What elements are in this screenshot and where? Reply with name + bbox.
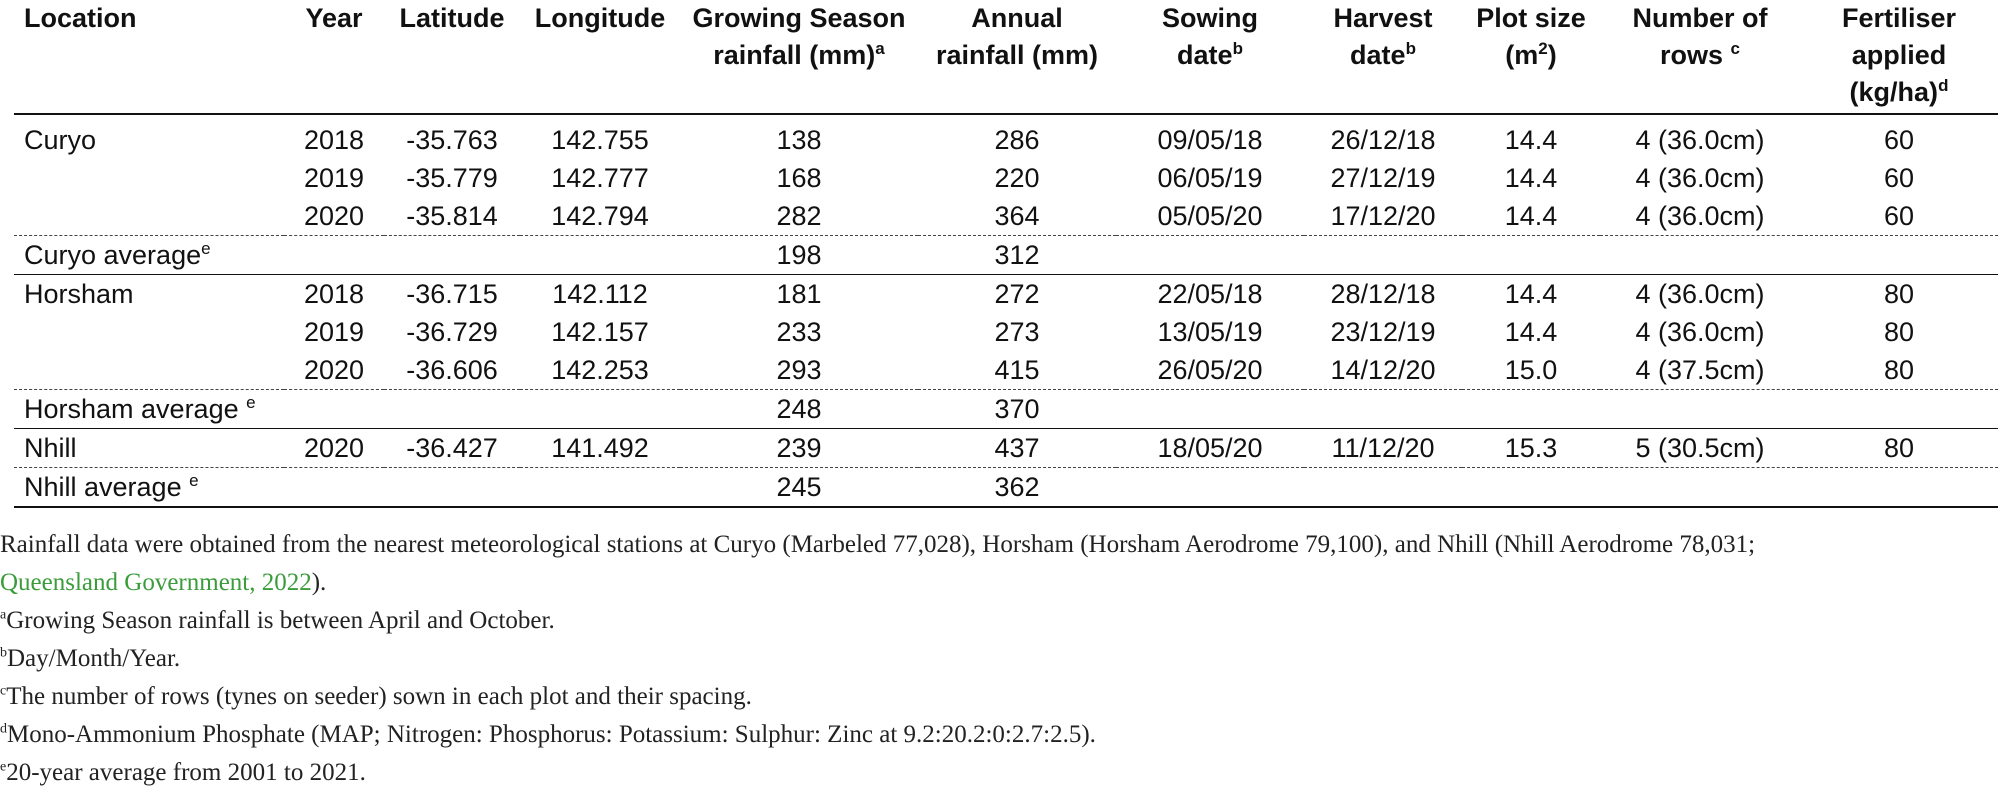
cell-lon: 142.253 [551,355,649,385]
cell-plot: 15.0 [1504,355,1558,385]
table-notes [0,526,1990,792]
cell-lat: -35.779 [406,163,498,193]
cell-harv [1304,468,1462,508]
cell-lon: 142.794 [551,201,649,231]
cell-harv: 26/12/18 [1330,125,1436,155]
cell-sow: 06/05/19 [1157,163,1263,193]
cell-nrows: 4 (36.0cm) [1635,163,1765,193]
cell-gsr: 245 [680,468,918,508]
cell-location [14,313,284,351]
cell-lon: 142.157 [551,317,649,347]
cell-plot: 14.4 [1504,279,1558,309]
citation-link[interactable]: Queensland Government, 2022 [0,569,312,596]
cell-plot: 14.4 [1504,201,1558,231]
cell-harv: 27/12/19 [1330,163,1436,193]
site-details-table [14,0,1998,508]
cell-plot [1462,390,1600,429]
cell-gsr: 248 [680,390,918,429]
header-longitude: Longitude [520,0,680,114]
cell-location [14,197,284,236]
cell-lat: -35.763 [406,125,498,155]
cell-plot: 14.4 [1504,163,1558,193]
cell-gsr: 239 [776,433,822,463]
cell-harv: 17/12/20 [1330,201,1436,231]
cell-gsr: 282 [776,201,822,231]
table-row [14,429,1998,468]
cell-fert: 80 [1883,433,1915,463]
cell-fert [1800,468,1998,508]
cell-plot [1462,236,1600,275]
cell-fert: 60 [1883,201,1915,231]
cell-location: Nhill average $^e$ [14,468,284,508]
table-average-row [14,468,1998,508]
header-sowing-date: Sowing date$^b$ [1116,0,1304,114]
table-body [14,114,1998,507]
table-row [14,313,1998,351]
cell-harv: 23/12/19 [1330,317,1436,347]
cell-harv: 28/12/18 [1330,279,1436,309]
cell-nrows [1600,468,1800,508]
cell-plot: 15.3 [1504,433,1558,463]
cell-location: Curyo average$^e$ [14,236,284,275]
cell-year [284,468,384,508]
table-row [14,114,1998,159]
cell-harv [1304,236,1462,275]
footnote-b: $^b$Day/Month/Year. [0,645,181,672]
cell-lat [384,236,520,275]
cell-sow: 09/05/18 [1157,125,1263,155]
header-annual-rainfall: Annual rainfall (mm) [918,0,1116,114]
cell-year: 2020 [303,355,365,385]
header-latitude: Latitude [384,0,520,114]
cell-ar: 312 [918,236,1116,275]
cell-nrows: 4 (36.0cm) [1635,279,1765,309]
rainfall-source-note: Rainfall data were obtained from the nearest meteorological stations at Curyo (Marbeled 77,028), Horsham (Horsham Aerodrome 79,100), and Nhill (Nhill Aerodrome 78,031; Queensland Government, 2022). [0,531,1756,596]
table-average-row [14,390,1998,429]
cell-sow: 13/05/19 [1157,317,1263,347]
cell-fert [1800,390,1998,429]
cell-fert: 80 [1883,279,1915,309]
cell-sow: 26/05/20 [1157,355,1263,385]
cell-ar: 415 [994,355,1040,385]
header-gs-rainfall: Growing Season rainfall (mm)$^a$ [680,0,918,114]
cell-harv: 14/12/20 [1330,355,1436,385]
cell-ar: 273 [994,317,1040,347]
cell-gsr: 198 [680,236,918,275]
cell-year: 2020 [303,433,365,463]
cell-location: Nhill [24,433,77,463]
cell-plot: 14.4 [1504,317,1558,347]
cell-location [14,351,284,390]
cell-location: Horsham [24,279,134,309]
cell-sow [1116,390,1304,429]
cell-year: 2019 [303,163,365,193]
table-row [14,197,1998,236]
cell-ar: 437 [994,433,1040,463]
table-row [14,351,1998,390]
cell-fert: 80 [1883,317,1915,347]
footnote-list [0,602,1990,792]
cell-year: 2019 [303,317,365,347]
cell-year: 2018 [303,279,365,309]
cell-nrows [1600,236,1800,275]
header-plot-size: Plot size $(m^2)$ [1462,0,1600,114]
cell-ar: 364 [994,201,1040,231]
cell-location: Horsham average $^e$ [14,390,284,429]
table-row [14,159,1998,197]
cell-sow: 05/05/20 [1157,201,1263,231]
header-harvest-date: Harvest date$^b$ [1304,0,1462,114]
cell-plot [1462,468,1600,508]
cell-ar: 220 [994,163,1040,193]
cell-gsr: 293 [776,355,822,385]
cell-lon [520,468,680,508]
cell-location [14,159,284,197]
cell-nrows: 4 (37.5cm) [1635,355,1765,385]
cell-lon [520,236,680,275]
cell-fert: 60 [1883,125,1915,155]
footnote-a: $^a$Growing Season rainfall is between April and October. [0,607,555,634]
cell-sow [1116,236,1304,275]
cell-ar: 370 [918,390,1116,429]
header-location: Location [14,0,284,114]
cell-lon: 142.112 [552,279,648,309]
cell-ar: 362 [918,468,1116,508]
header-year: Year [284,0,384,114]
cell-lat [384,468,520,508]
cell-lat: -36.427 [406,433,498,463]
cell-year: 2020 [303,201,365,231]
cell-sow: 22/05/18 [1157,279,1263,309]
cell-harv: 11/12/20 [1331,433,1435,463]
cell-lat: -36.729 [406,317,498,347]
table-average-row [14,236,1998,275]
cell-lat: -36.606 [406,355,498,385]
cell-nrows: 4 (36.0cm) [1635,125,1765,155]
cell-sow [1116,468,1304,508]
footnote-d: $^d$Mono-Ammonium Phosphate (MAP; Nitrogen: Phosphorus: Potassium: Sulphur: Zinc at 9.2:20.2:0:2.7:2.5). [0,721,1096,748]
cell-gsr: 233 [776,317,822,347]
header-fertiliser: Fertiliser applied $(kg/ha)^d$ [1800,0,1998,114]
cell-lon: 142.777 [551,163,649,193]
cell-nrows: 4 (36.0cm) [1635,317,1765,347]
cell-year [284,236,384,275]
cell-lon [520,390,680,429]
footnote-c: $^c$The number of rows (tynes on seeder) sown in each plot and their spacing. [0,683,752,710]
cell-plot: 14.4 [1504,125,1558,155]
cell-lon: 142.755 [551,125,649,155]
table-header-row [14,0,1998,114]
cell-sow: 18/05/20 [1157,433,1263,463]
cell-lat [384,390,520,429]
cell-gsr: 168 [776,163,822,193]
site-details-table-wrap [14,0,1998,508]
cell-lat: -35.814 [406,201,498,231]
table-row [14,275,1998,314]
footnote-e: $^e$20-year average from 2001 to 2021. [0,759,366,786]
cell-nrows: 4 (36.0cm) [1635,201,1765,231]
cell-gsr: 138 [776,125,822,155]
cell-fert: 80 [1883,355,1915,385]
cell-harv [1304,390,1462,429]
cell-location: Curyo [24,125,97,155]
header-number-of-rows: Number of rows $^c$ [1600,0,1800,114]
cell-lat: -36.715 [406,279,498,309]
cell-year: 2018 [303,125,365,155]
cell-fert [1800,236,1998,275]
cell-nrows: 5 (30.5cm) [1635,433,1765,463]
cell-year [284,390,384,429]
cell-ar: 272 [994,279,1040,309]
cell-ar: 286 [994,125,1040,155]
cell-lon: 141.492 [551,433,649,463]
cell-fert: 60 [1883,163,1915,193]
cell-gsr: 181 [776,279,822,309]
cell-nrows [1600,390,1800,429]
